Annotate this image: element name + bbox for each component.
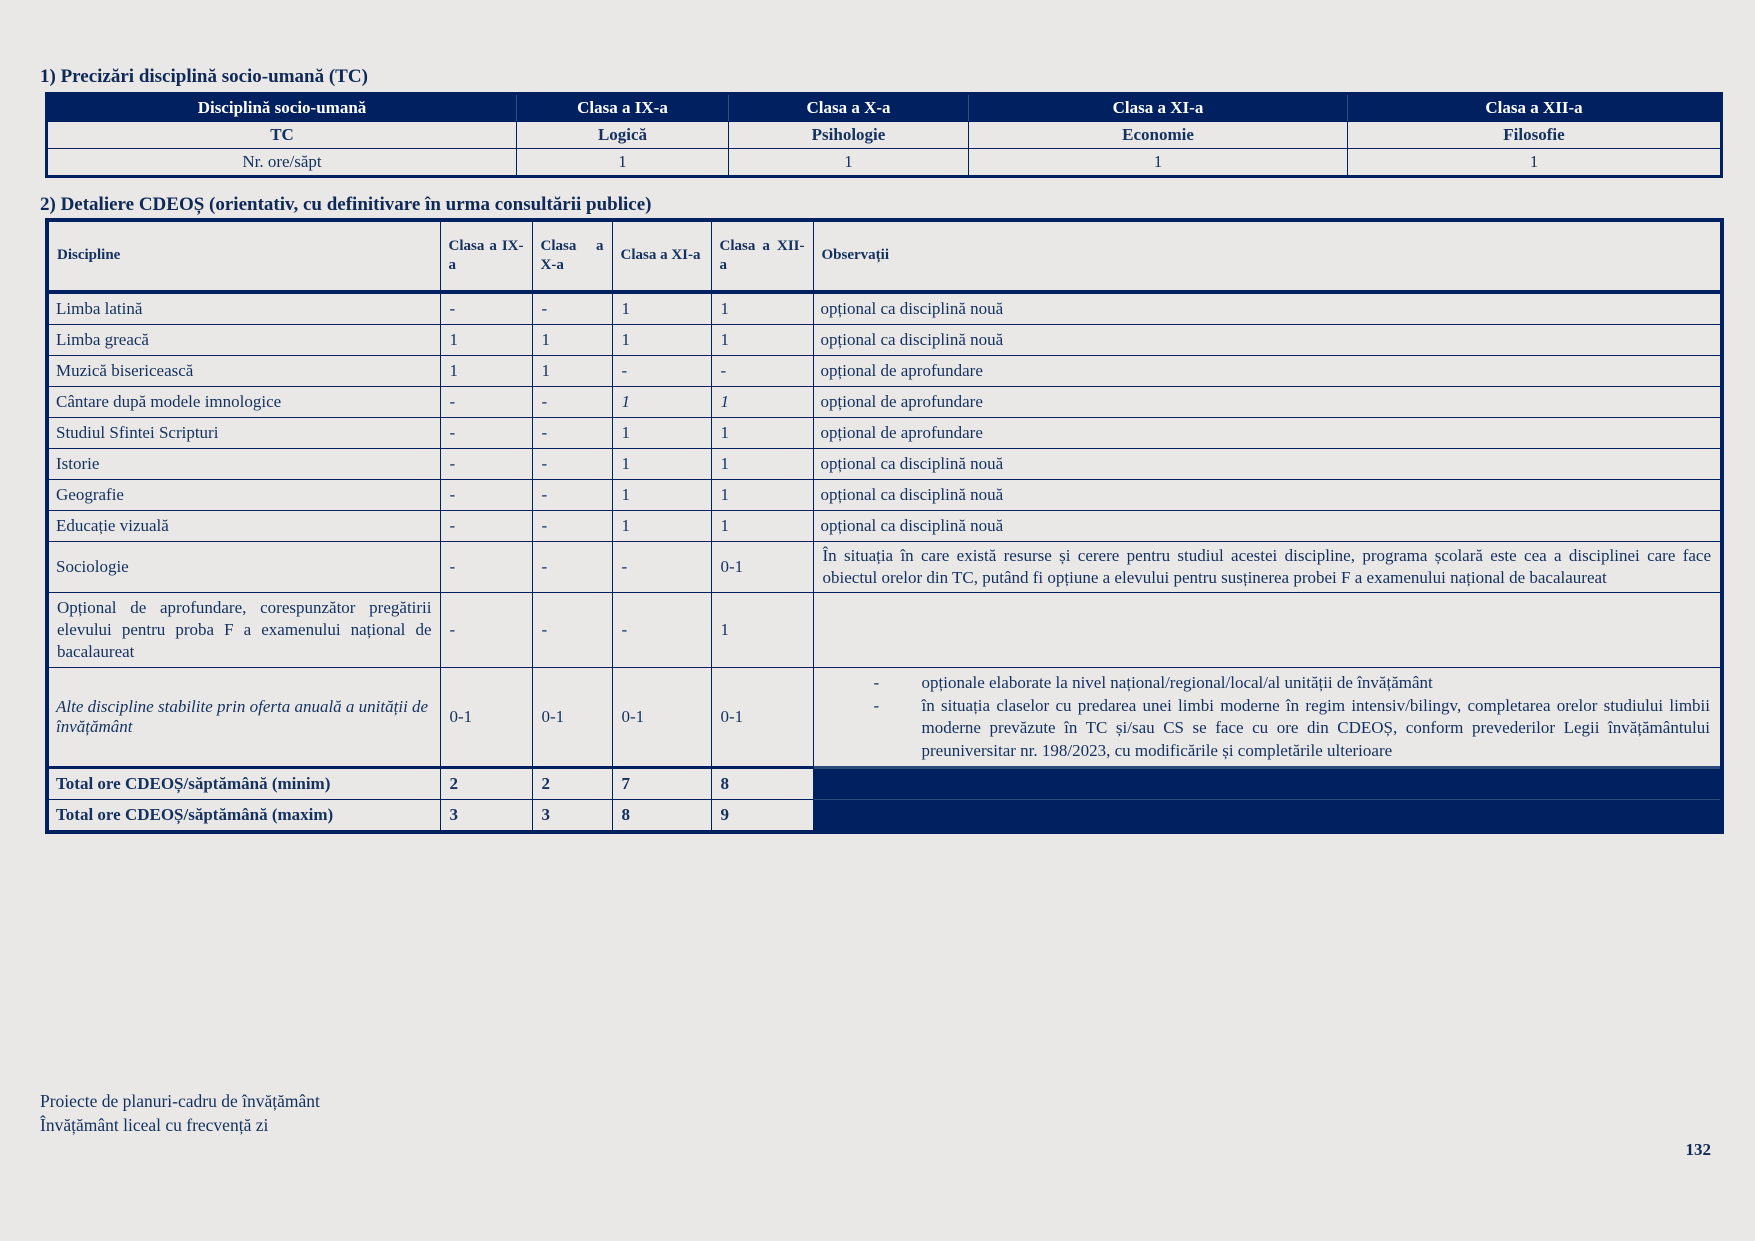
value-xi: 1 bbox=[612, 480, 711, 511]
header-clasa-ix: Clasa a IX-a bbox=[517, 94, 729, 122]
page-footer bbox=[40, 1090, 320, 1137]
value-ix: - bbox=[440, 387, 532, 418]
value-ix: - bbox=[440, 511, 532, 542]
value-ix: 1 bbox=[440, 325, 532, 356]
discipline-cell: Studiul Sfintei Scripturi bbox=[47, 418, 440, 449]
discipline-cell: Opțional de aprofundare, corespunzător pregătirii elevului pentru proba F a examenului național de bacalaureat bbox=[47, 593, 440, 668]
value-ix: - bbox=[440, 449, 532, 480]
total-max-xii: 9 bbox=[711, 800, 813, 833]
total-min-xi: 7 bbox=[612, 768, 711, 800]
value-x: - bbox=[532, 542, 612, 593]
hours-xii: 1 bbox=[1348, 149, 1722, 177]
dash-bullet: - bbox=[873, 673, 880, 693]
value-xi: 1 bbox=[612, 387, 711, 418]
total-max-xi: 8 bbox=[612, 800, 711, 833]
value-ix: 1 bbox=[440, 356, 532, 387]
table-row-geografie bbox=[47, 480, 1722, 511]
footer-line-2: Învățământ liceal cu frecvență zi bbox=[40, 1114, 269, 1135]
header-disciplina: Disciplină socio-umană bbox=[47, 94, 517, 122]
observation-text: opționale elaborate la nivel național/regional/local/al unității de învățământ bbox=[921, 673, 1433, 693]
table-row-muzica-bisericeasca bbox=[47, 356, 1722, 387]
table-row-limba-greaca bbox=[47, 325, 1722, 356]
header-clasa-xii: Clasa a XII-a bbox=[1348, 94, 1722, 122]
observation-cell bbox=[813, 668, 1722, 768]
tc-x: Psihologie bbox=[729, 122, 969, 149]
table-row-alte-discipline bbox=[47, 668, 1722, 768]
value-xi: 1 bbox=[612, 292, 711, 325]
value-xi: - bbox=[612, 593, 711, 668]
observation-cell: În situația în care există resurse și cerere pentru studiul acestei discipline, programa școlară este cea a disciplinei care face obiectul orelor din TC, putând fi opțiune a elevului pentru susținerea probei F a examenului național de bacalaureat bbox=[813, 542, 1722, 593]
observation-cell: opțional ca disciplină nouă bbox=[813, 511, 1722, 542]
table-row-optional-aprofundare bbox=[47, 593, 1722, 668]
table-row-cantare bbox=[47, 387, 1722, 418]
table-row-studiul-sfintei-scripturi bbox=[47, 418, 1722, 449]
tc-label: TC bbox=[47, 122, 517, 149]
dash-bullet: - bbox=[873, 695, 880, 715]
tc-xii: Filosofie bbox=[1348, 122, 1722, 149]
total-max-label: Total ore CDEOȘ/săptămână (maxim) bbox=[47, 800, 440, 833]
value-xi: 1 bbox=[612, 325, 711, 356]
total-max-ix: 3 bbox=[440, 800, 532, 833]
observation-bullet-item bbox=[874, 695, 1711, 762]
total-min-label: Total ore CDEOȘ/săptămână (minim) bbox=[47, 768, 440, 800]
value-ix: - bbox=[440, 292, 532, 325]
observation-cell: opțional de aprofundare bbox=[813, 387, 1722, 418]
value-xi: 1 bbox=[612, 418, 711, 449]
observation-cell: opțional ca disciplină nouă bbox=[813, 449, 1722, 480]
table-row-hours bbox=[47, 149, 1722, 177]
value-x: 1 bbox=[532, 325, 612, 356]
value-xii: 1 bbox=[711, 325, 813, 356]
discipline-cell: Sociologie bbox=[47, 542, 440, 593]
table-row-educatie-vizuala bbox=[47, 511, 1722, 542]
observation-cell: opțional ca disciplină nouă bbox=[813, 480, 1722, 511]
total-min-xii: 8 bbox=[711, 768, 813, 800]
value-x: 0-1 bbox=[532, 668, 612, 768]
tc-ix: Logică bbox=[517, 122, 729, 149]
observation-cell: opțional de aprofundare bbox=[813, 418, 1722, 449]
observation-text: în situația claselor cu predarea unei limbi moderne în regim intensiv/bilingv, completarea orelor studiului limbii moderne prevăzute în TC și/sau CS se face cu ore din CDEOȘ, conform prevederilor Legii învățământului preuniversitar nr. 198/2023, cu modificările și completările ulterioare bbox=[921, 695, 1710, 760]
footer-line-1: Proiecte de planuri-cadru de învățământ bbox=[40, 1091, 320, 1111]
header-clasa-x: Clasa a X-a bbox=[729, 94, 969, 122]
value-xii: 1 bbox=[711, 387, 813, 418]
observation-cell: opțional ca disciplină nouă bbox=[813, 292, 1722, 325]
discipline-cell: Istorie bbox=[47, 449, 440, 480]
header-clasa-x: Clasa a X-a bbox=[532, 220, 612, 292]
value-x: 1 bbox=[532, 356, 612, 387]
value-ix: - bbox=[440, 480, 532, 511]
section2-heading: 2) Detaliere CDEOȘ (orientativ, cu definitivare în urma consultării publice) bbox=[40, 194, 652, 215]
discipline-cell: Limba greacă bbox=[47, 325, 440, 356]
value-x: - bbox=[532, 593, 612, 668]
hours-x: 1 bbox=[729, 149, 969, 177]
cdeos-table bbox=[45, 218, 1724, 834]
tc-xi: Economie bbox=[969, 122, 1348, 149]
value-x: - bbox=[532, 387, 612, 418]
discipline-cell: Muzică bisericească bbox=[47, 356, 440, 387]
header-clasa-xi: Clasa a XI-a bbox=[612, 220, 711, 292]
value-x: - bbox=[532, 449, 612, 480]
table-header-row bbox=[47, 94, 1722, 122]
value-x: - bbox=[532, 480, 612, 511]
total-min-ix: 2 bbox=[440, 768, 532, 800]
value-xii: 1 bbox=[711, 449, 813, 480]
discipline-cell: Educație vizuală bbox=[47, 511, 440, 542]
discipline-cell: Alte discipline stabilite prin oferta anuală a unității de învățământ bbox=[47, 668, 440, 768]
table-row-istorie bbox=[47, 449, 1722, 480]
hours-xi: 1 bbox=[969, 149, 1348, 177]
discipline-cell: Cântare după modele imnologice bbox=[47, 387, 440, 418]
value-xii: 1 bbox=[711, 511, 813, 542]
table-row-sociologie bbox=[47, 542, 1722, 593]
value-xi: - bbox=[612, 356, 711, 387]
navy-filled-cell bbox=[813, 800, 1722, 833]
value-xi: 0-1 bbox=[612, 668, 711, 768]
value-ix: - bbox=[440, 542, 532, 593]
table-header-row bbox=[47, 220, 1722, 292]
value-xii: 1 bbox=[711, 593, 813, 668]
section1-heading: 1) Precizări disciplină socio-umană (TC) bbox=[40, 66, 368, 87]
header-discipline: Discipline bbox=[47, 220, 440, 292]
value-xii: 0-1 bbox=[711, 542, 813, 593]
value-xi: 1 bbox=[612, 449, 711, 480]
observation-cell: opțional de aprofundare bbox=[813, 356, 1722, 387]
socio-umana-table bbox=[45, 92, 1723, 178]
value-ix: - bbox=[440, 418, 532, 449]
table-row-limba-latina bbox=[47, 292, 1722, 325]
value-xii: 0-1 bbox=[711, 668, 813, 768]
discipline-cell: Limba latină bbox=[47, 292, 440, 325]
table-row-tc bbox=[47, 122, 1722, 149]
header-clasa-xi: Clasa a XI-a bbox=[969, 94, 1348, 122]
header-observatii: Observații bbox=[813, 220, 1722, 292]
header-clasa-xii: Clasa a XII-a bbox=[711, 220, 813, 292]
value-xii: 1 bbox=[711, 292, 813, 325]
value-ix: - bbox=[440, 593, 532, 668]
value-x: - bbox=[532, 292, 612, 325]
observation-bullet-item bbox=[874, 672, 1711, 694]
value-x: - bbox=[532, 511, 612, 542]
header-clasa-ix: Clasa a IX-a bbox=[440, 220, 532, 292]
hours-ix: 1 bbox=[517, 149, 729, 177]
table-row-total-minim bbox=[47, 768, 1722, 800]
value-xi: - bbox=[612, 542, 711, 593]
hours-label: Nr. ore/săpt bbox=[47, 149, 517, 177]
table-row-total-maxim bbox=[47, 800, 1722, 833]
value-x: - bbox=[532, 418, 612, 449]
observation-cell: opțional ca disciplină nouă bbox=[813, 325, 1722, 356]
value-xii: - bbox=[711, 356, 813, 387]
value-xii: 1 bbox=[711, 418, 813, 449]
total-max-x: 3 bbox=[532, 800, 612, 833]
value-ix: 0-1 bbox=[440, 668, 532, 768]
navy-filled-cell bbox=[813, 768, 1722, 800]
total-min-x: 2 bbox=[532, 768, 612, 800]
discipline-cell: Geografie bbox=[47, 480, 440, 511]
page-number: 132 bbox=[1685, 1140, 1711, 1159]
observation-cell bbox=[813, 593, 1722, 668]
value-xi: 1 bbox=[612, 511, 711, 542]
value-xii: 1 bbox=[711, 480, 813, 511]
